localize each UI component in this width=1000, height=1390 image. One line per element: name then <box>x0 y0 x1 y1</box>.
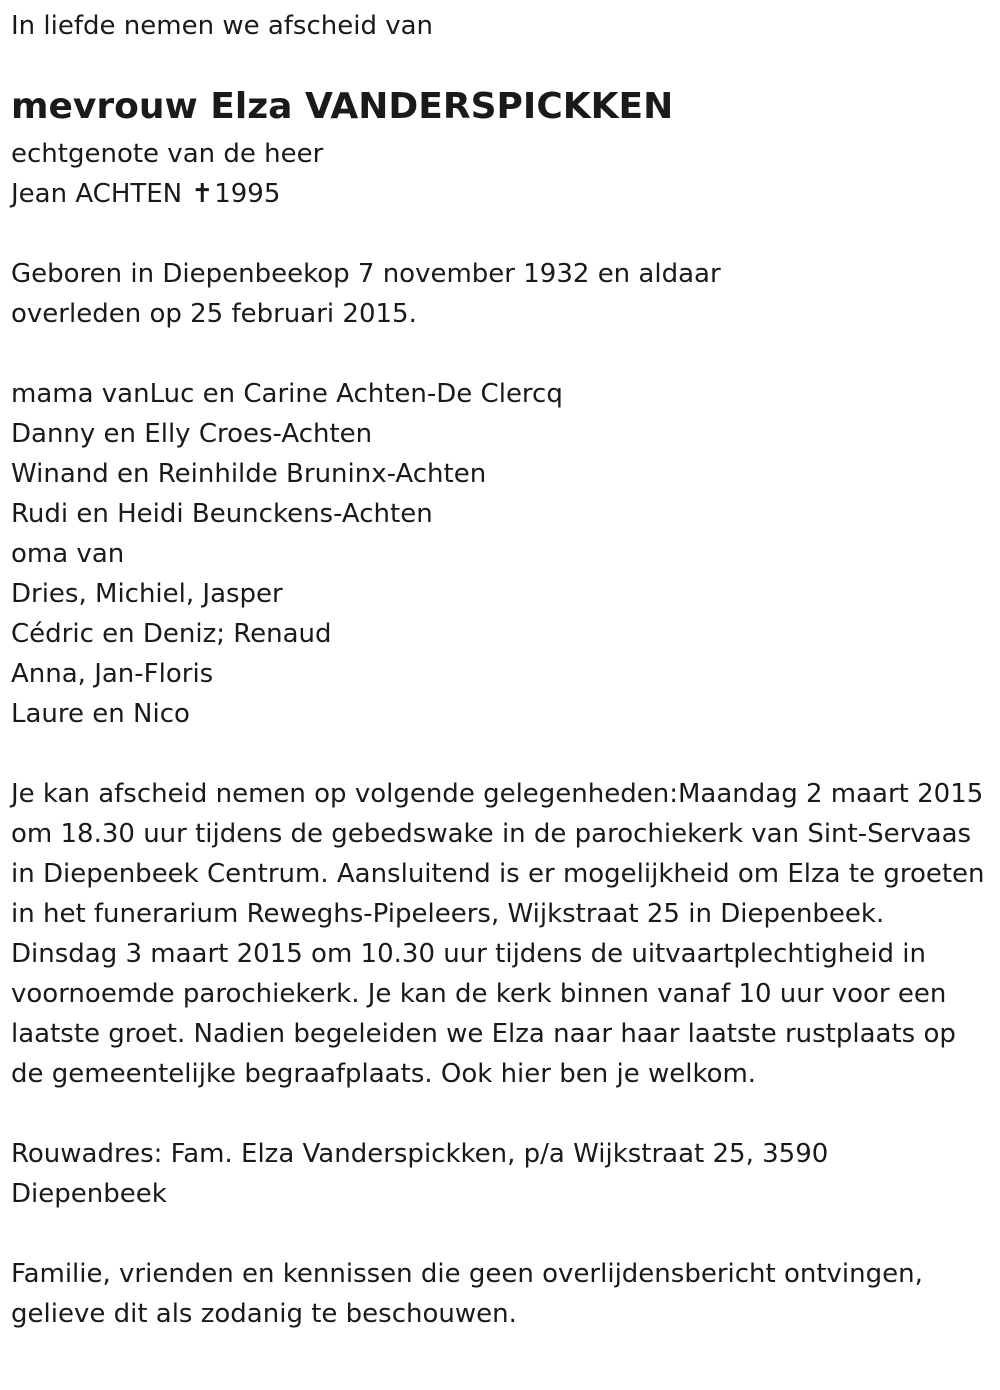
closing-line: Familie, vrienden en kennissen die geen overlijdensbericht ontvingen, <box>11 1259 923 1289</box>
spacer <box>11 734 991 774</box>
spouse-name: Jean ACHTEN <box>11 179 183 209</box>
death-notice <box>11 6 991 1334</box>
spouse-death-year: 1995 <box>214 179 281 209</box>
family-line: oma van <box>11 539 125 569</box>
cross-icon: ✝ <box>191 179 214 209</box>
closing-line: gelieve dit als zodanig te beschouwen. <box>11 1299 517 1329</box>
birth-line: Geboren in Diepenbeekop 7 november 1932 en aldaar <box>11 259 721 289</box>
family-line: Danny en Elly Croes-Achten <box>11 419 373 449</box>
spouse-name-line <box>11 174 991 214</box>
death-line: overleden op 25 februari 2015. <box>11 299 417 329</box>
spacer <box>11 334 991 374</box>
funeral-paragraph: Dinsdag 3 maart 2015 om 10.30 uur tijdens de uitvaartplechtigheid in voornoemde parochiekerk. Je kan de kerk binnen vanaf 10 uur voor een laatste groet. Nadien begeleiden we Elza naar haar laatste rustplaats op de gemeentelijke begraafplaats. Ook hier ben je welkom. <box>11 939 956 1089</box>
family-line: Rudi en Heidi Beunckens-Achten <box>11 499 433 529</box>
family-line: mama vanLuc en Carine Achten-De Clercq <box>11 379 563 409</box>
family-line: Winand en Reinhilde Bruninx-Achten <box>11 459 487 489</box>
spouse-line: echtgenote van de heer <box>11 139 324 169</box>
family-line: Anna, Jan-Floris <box>11 659 214 689</box>
wake-paragraph: Je kan afscheid nemen op volgende gelegenheden:Maandag 2 maart 2015 om 18.30 uur tijdens de gebedswake in de parochiekerk van Sint-Servaas in Diepenbeek Centrum. Aansluitend is er mogelijkheid om Elza te groeten in het funerarium Reweghs-Pipeleers, Wijkstraat 25 in Diepenbeek. <box>11 779 985 929</box>
deceased-name: mevrouw Elza VANDERSPICKKEN <box>11 86 674 127</box>
family-line: Laure en Nico <box>11 699 190 729</box>
address-city: Diepenbeek <box>11 1179 167 1209</box>
intro-text: In liefde nemen we afscheid van <box>11 11 434 41</box>
family-line: Cédric en Deniz; Renaud <box>11 619 332 649</box>
spacer <box>11 1094 991 1134</box>
spacer <box>11 1214 991 1254</box>
spacer <box>11 214 991 254</box>
family-list <box>11 374 991 734</box>
address-line: Rouwadres: Fam. Elza Vanderspickken, p/a Wijkstraat 25, 3590 <box>11 1139 829 1169</box>
family-line: Dries, Michiel, Jasper <box>11 579 283 609</box>
